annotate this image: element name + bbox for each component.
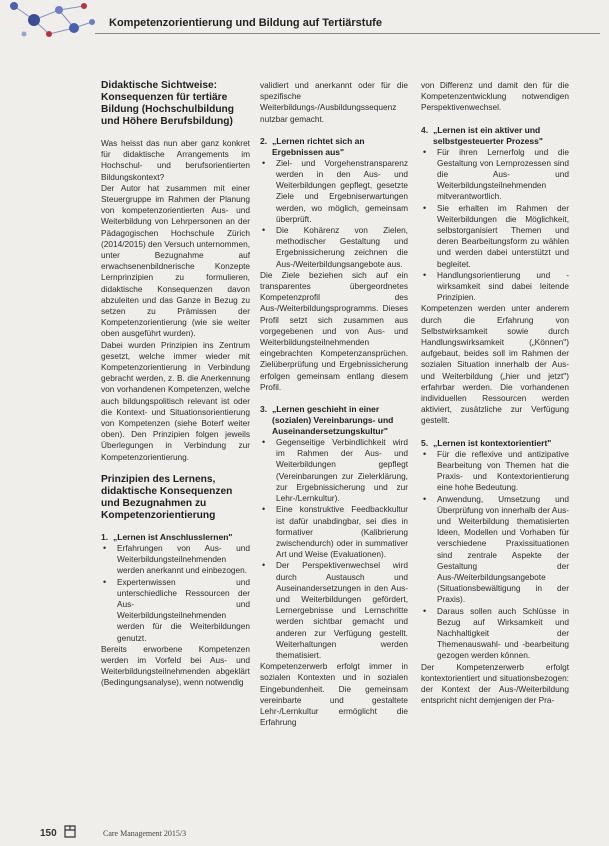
- bullet-icon: •: [423, 448, 427, 459]
- bullet-list: [260, 437, 408, 661]
- running-header-title: Kompetenzorientierung und Bildung auf Tertiärstufe: [109, 17, 382, 29]
- principle-number: 1.: [101, 531, 109, 542]
- bullet-icon: •: [423, 146, 427, 157]
- paragraph: Was heisst das nun aber ganz konkret für didaktische Arrangements im Hochschul- und berufsorientierten Bildungskontext?: [101, 138, 250, 182]
- journal-logo-icon: [64, 825, 76, 838]
- bullet-icon: •: [423, 269, 427, 280]
- list-item: • Erfahrungen von Aus- und Weiterbildungsteilnehmenden werden anerkannt und einbezogen.: [103, 542, 250, 576]
- section-heading-principles: Prinzipien des Lernens, didaktische Konsequenzen und Bezugnahmen zu Kompetenzorientierung: [101, 473, 233, 521]
- principle-number: 3.: [260, 404, 268, 415]
- paragraph: von Differenz und damit den für die Kompetenzentwicklung notwendigen Perspektivenwechsel.: [421, 80, 569, 113]
- principle-3-heading: [260, 404, 408, 437]
- list-item: • Ziel- und Vorgehenstransparenz werden in den Aus- und Weiterbildungen gepflegt, gesetzte Ziele und Ergebniserwartungen werden, wo möglich, gemeinsam überprüft.: [262, 157, 408, 224]
- bullet-icon: •: [423, 493, 427, 504]
- page-header: [0, 0, 609, 44]
- list-item: • Daraus sollen auch Schlüsse in Bezug auf Wirksamkeit und Nachhaltigkeit der Themenauswahl- und -bearbeitung gezogen werden können.: [423, 605, 569, 661]
- paragraph: Bereits erworbene Kompetenzen werden im Vorfeld bei Aus- und Weiterbildungsteilnehmenden abgeklärt (Bedingungsanalyse), wenn notwendig: [101, 643, 250, 688]
- bullet-list: [421, 449, 569, 662]
- principle-2-heading: [260, 136, 408, 158]
- paragraph: validiert und anerkannt oder für die spezifische Weiterbildungs-/Ausbildungssequenz nutzbar gemacht.: [260, 80, 408, 124]
- bullet-list: [260, 158, 408, 270]
- bullet-icon: •: [262, 560, 266, 571]
- principle-title: „Lernen ist ein aktiver und selbstgesteuerter Prozess": [433, 124, 543, 146]
- section-heading-didactic: Didaktische Sichtweise: Konsequenzen für tertiäre Bildung (Hochschulbildung und Höhere Berufsbildung): [101, 80, 234, 127]
- list-item: • Expertenwissen und unterschiedliche Ressourcen der Aus- und Weiterbildungsteilnehmenden werden für die Weiterbildungen genutzt.: [103, 576, 250, 643]
- list-item: • Eine konstruktive Feedbackkultur ist dafür unabdingbar, sei dies in formativer (Kalibrierung zwischendurch) oder in summativer Art und Weise (Evaluationen).: [262, 504, 408, 560]
- header-divider: [95, 33, 600, 34]
- network-molecule-logo: [4, 0, 104, 40]
- bullet-icon: •: [103, 576, 107, 587]
- bullet-icon: •: [423, 202, 427, 213]
- column-2: [260, 80, 408, 728]
- list-item: • Für die reflexive und antizipative Bearbeitung von Themen hat die Praxis- und Kontextorientierung eine hohe Bedeutung.: [423, 448, 569, 493]
- principle-4-heading: [421, 125, 569, 147]
- list-item: • Die Kohärenz von Zielen, methodischer Gestaltung und Ergebnissicherung zeichnen die Aus-/Weiterbildungsangebote aus.: [262, 225, 408, 269]
- paragraph: Dabei wurden Prinzipien ins Zentrum gesetzt, welche immer wieder mit Kompetenzorientierung in Verbindung gebracht werden, z. B. die Anerkennung von vorhandenen Kompetenzen, welche auch bildungspolitisch relevant ist oder die Kontext- und Situationsorientierung von Kompetenzen (siehe Boterf weiter oben). Den Prinzipien folgen jeweils Überlegungen in Verbindung zur Kompetenzorientierung.: [101, 339, 250, 462]
- list-item: • Anwendung, Umsetzung und Überprüfung von innerhalb der Aus- und Weiterbildung thematisierten Ideen, Modellen und Vorhaben für verschiedene Praxissituationen sind zentrale Aspekte der Gestaltung der Aus-/Weiterbildungsangebote (Situationsbewältigung in der Praxis).: [423, 493, 569, 605]
- list-item: • Gegenseitige Verbindlichkeit wird im Rahmen der Aus- und Weiterbildungen gepflegt (Vereinbarungen zur Zielerklärung, zur Ergebnissicherung und zur Lehr-/Lernkultur).: [262, 437, 408, 504]
- paragraph: Der Autor hat zusammen mit einer Steuergruppe im Rahmen der Planung von kompetenzorientierten Aus- und Weiterbildung von Lehrpersonen an der Pädagogischen Hochschule Zürich (2014/2015) den Versuch unternommen, unter Bezugnahme auf erwachsenenbildnerische Konzepte Lernprinzipien zu formulieren, didaktische Konsequenzen davon abzuleiten und das Ganze in Bezug zu setzen zu Prämissen der Kompetenzorientierung (wie sie weiter oben ausgeführt wurden).: [101, 182, 250, 339]
- bullet-list: [421, 147, 569, 304]
- paragraph: Kompetenzerwerb erfolgt immer in sozialen Kontexten und in sozialen Eingebundenheit. Die gemeinsam vereinbarte und gestaltete Lehr-/Lernkultur ermöglicht die Erfahrung: [260, 661, 408, 728]
- page-number: 150: [40, 828, 57, 839]
- principle-title: „Lernen ist kontextorientiert": [433, 437, 552, 448]
- column-3: [421, 80, 569, 706]
- bullet-icon: •: [262, 437, 266, 448]
- journal-name: Care Management 2015/3: [103, 829, 187, 838]
- column-1: [101, 80, 250, 689]
- paragraph: Die Ziele beziehen sich auf ein transparentes übergeordnetes Kompetenzprofil des Aus-/Weiterbildungsprogramms. Dieses Profil setzt sich zusammen aus vorgegebenen und von Aus- und Weiterbildungsteilnehmenden eingebrachten Kompetenzansprüchen. Zielüberprüfung und Ergebnissicherung erfolgen gemeinsam entlang diesem Profil.: [260, 269, 408, 392]
- principle-5-heading: [421, 438, 569, 449]
- list-item: • Sie erhalten im Rahmen der Weiterbildungen die Möglichkeit, selbstorganisiert Themen und deren Bearbeitungsform zu wählen und werden dabei unterstützt und begleitet.: [423, 202, 569, 269]
- bullet-list: [101, 543, 250, 644]
- principle-title: „Lernen ist Anschlusslernen": [113, 531, 233, 542]
- principle-title: „Lernen richtet sich an Ergebnissen aus": [272, 135, 365, 157]
- principle-1-heading: [101, 532, 250, 543]
- bullet-icon: •: [103, 542, 107, 553]
- bullet-icon: •: [262, 157, 266, 168]
- bullet-icon: •: [423, 605, 427, 616]
- list-item: • Für ihren Lernerfolg und die Gestaltung von Lernprozessen sind die Aus- und Weiterbildungsteilnehmenden mitverantwortlich.: [423, 146, 569, 202]
- principle-title: „Lernen geschieht in einer (sozialen) Vereinbarungs- und Auseinandersetzungskultur": [272, 404, 394, 437]
- paragraph: Kompetenzen werden unter anderem durch die Erfahrung von Selbstwirksamkeit sowie durch Handlungswirksamkeit („Können") aufgebaut, beides soll im Rahmen der sozialen Situation innerhalb der Aus- und Weiterbildung („hier und jetzt") erfahrbar werden. Die vorhandenen individuellen Ressourcen werden aktiviert, zusätzliche zur Verfügung gestellt.: [421, 303, 569, 426]
- list-item: • Handlungsorientierung und -wirksamkeit sind dabei leitende Prinzipien.: [423, 269, 569, 303]
- paragraph: Der Kompetenzerwerb erfolgt kontextorientiert und situationsbezogen: der Kontext der Aus-/Weiterbildung entspricht nicht demjenigen der Pra-: [421, 661, 569, 706]
- principle-number: 2.: [260, 135, 268, 146]
- list-item: • Der Perspektivenwechsel wird durch Austausch und Auseinandersetzungen in den Aus- und Weiterbildungen gefördert, Lernergebnisse und Lernschritte werden sichtbar gemacht und anderen zur Verfügung gestellt. Weiterhaltungen werden thematisiert.: [262, 560, 408, 660]
- principle-number: 4.: [421, 124, 429, 135]
- bullet-icon: •: [262, 504, 266, 515]
- principle-number: 5.: [421, 437, 429, 448]
- bullet-icon: •: [262, 225, 266, 236]
